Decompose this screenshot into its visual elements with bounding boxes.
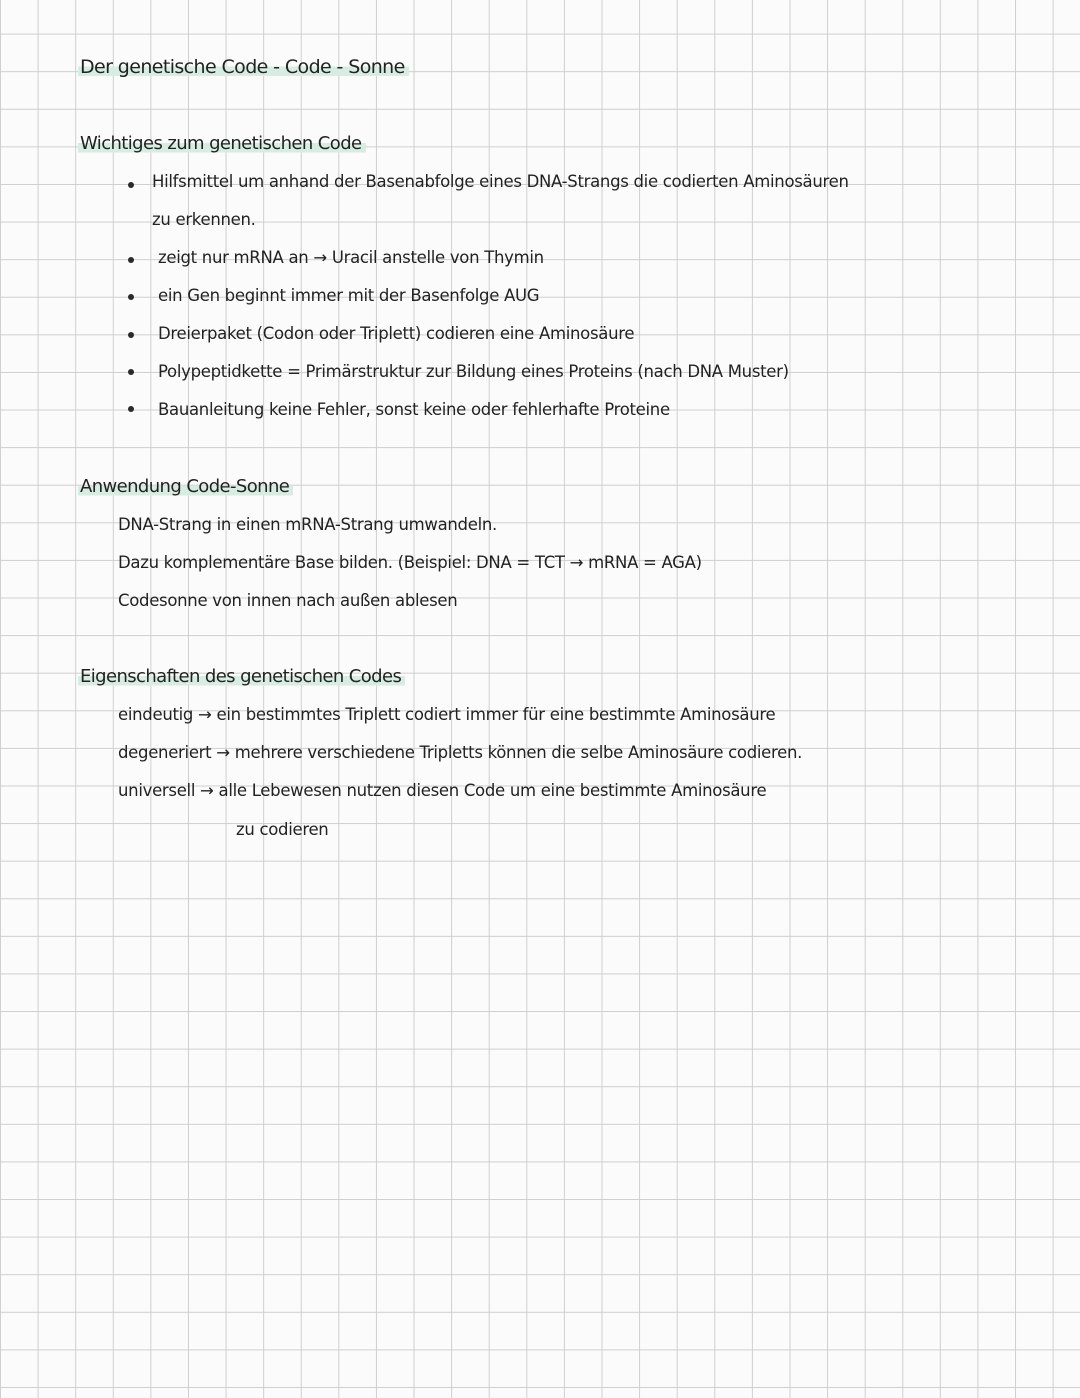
bullet-text: Polypeptidkette = Primärstruktur zur Bildung eines Proteins (nach DNA Muster): [158, 362, 789, 381]
body-line: eindeutig → ein bestimmtes Triplett codiert immer für eine bestimmte Aminosäure: [118, 705, 776, 724]
bullet-text: ein Gen beginnt immer mit der Basenfolge AUG: [158, 286, 540, 305]
section-heading-wichtiges: Wichtiges zum genetischen Code: [78, 133, 366, 154]
bullet-dot: [128, 332, 134, 338]
bullet-text: Hilfsmittel um anhand der Basenabfolge eines DNA-Strangs die codierten Aminosäuren: [152, 172, 849, 191]
body-line-continued: zu codieren: [236, 820, 329, 839]
bullet-dot: [128, 257, 134, 263]
body-line: Dazu komplementäre Base bilden. (Beispiel: DNA = TCT → mRNA = AGA): [118, 553, 702, 572]
bullet-text: Bauanleitung keine Fehler, sonst keine oder fehlerhafte Proteine: [158, 400, 670, 419]
bullet-dot: [128, 182, 134, 188]
body-line: Codesonne von innen nach außen ablesen: [118, 591, 458, 610]
body-line: universell → alle Lebewesen nutzen diesen Code um eine bestimmte Aminosäure: [118, 781, 767, 800]
body-line: DNA-Strang in einen mRNA-Strang umwandeln.: [118, 515, 497, 534]
bullet-text: Dreierpaket (Codon oder Triplett) codieren eine Aminosäure: [158, 324, 635, 343]
page-title: Der genetische Code - Code - Sonne: [78, 56, 409, 78]
body-line: degeneriert → mehrere verschiedene Tripletts können die selbe Aminosäure codieren.: [118, 743, 803, 762]
bullet-dot: [128, 406, 134, 412]
bullet-dot: [128, 294, 134, 300]
section-heading-eigenschaften: Eigenschaften des genetischen Codes: [78, 666, 405, 687]
bullet-text-continued: zu erkennen.: [152, 210, 256, 229]
bullet-text: zeigt nur mRNA an → Uracil anstelle von Thymin: [158, 248, 544, 267]
bullet-dot: [128, 369, 134, 375]
section-heading-anwendung: Anwendung Code-Sonne: [78, 476, 293, 497]
